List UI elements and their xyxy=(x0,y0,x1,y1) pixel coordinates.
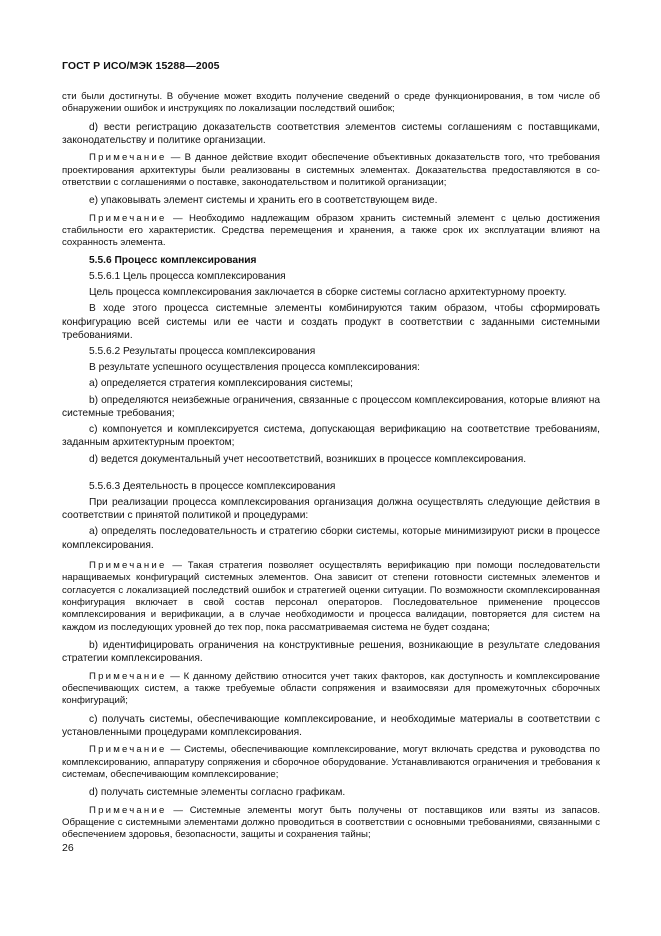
note-paragraph: Примечание — Системы, обеспечивающие комплексирование, могут включать средства и руководства по комплексированию, аппаратуру сопряжения и сборочное оборудование. Устанавливаются ограничения и требования к системам, обеспечивающим комплексирование; xyxy=(62,744,600,780)
section-heading: 5.5.6 Процесс комплексирования xyxy=(89,254,257,266)
body-paragraph: При реализации процесса комплексирования организация должна осуществлять следующие действия в соответствии с принятой политикой и процедурами: xyxy=(62,496,600,522)
note-paragraph: Примечание — Системные элементы могут быть получены от поставщиков или взяты из запасов. Обращение с системными элементами должно проводиться в соответствии с основными требованиями, связанными с обеспечением здоровья, безопасности, защиты и сохранения тайны; xyxy=(62,804,600,841)
subsection-heading: 5.5.6.2 Результаты процесса комплексирования xyxy=(89,346,316,358)
note-label: Примечание xyxy=(89,744,167,756)
note-paragraph: Примечание — К данному действию относится учет таких факторов, как доступность и комплексирование обеспечивающих систем, а также требуемые области сопряжения и взаимосвязи для промежуточных сборочных конфигураций; xyxy=(62,670,600,707)
body-paragraph: В результате успешного осуществления процесса комплексирования: xyxy=(89,362,420,374)
list-item-d-records: d) вести регистрацию доказательств соответствия элементов системы соглашениям с поставщиками, законодательству и политике организации. xyxy=(62,121,600,147)
document-header: ГОСТ Р ИСО/МЭК 15288—2005 xyxy=(62,60,220,72)
note-label: Примечание xyxy=(89,670,167,682)
list-item: d) ведется документальный учет несоответствий, возникших в процессе комплексирования. xyxy=(89,453,527,465)
document-body xyxy=(62,91,600,842)
body-paragraph: Цель процесса комплексирования заключается в сборке системы согласно архитектурному проекту. xyxy=(89,287,567,299)
list-item: d) получать системные элементы согласно графикам. xyxy=(89,787,346,799)
body-paragraph: В ходе этого процесса системные элементы комбинируются таким образом, чтобы сформировать конфигурацию всей системы или ее части и создать продукт в соответствии с заданными системными требованиями. xyxy=(62,303,600,341)
note-paragraph: Примечание — В данное действие входит обеспечение объективных доказательств того, что требования проектирования архитектуры были реализованы в системных элементах. Доказательства предоставляются в соответствии с соглашениями о поставке, законодательством и политикой организации; xyxy=(62,152,600,189)
list-item: b) определяются неизбежные ограничения, связанные с процессом комплексирования, которые влияют на системные требования; xyxy=(62,394,600,419)
note-label: Примечание xyxy=(89,212,167,224)
note-paragraph: Примечание — Необходимо надлежащим образом хранить системный элемент с целью достижения стабильности его характеристик. Средства перемещения и хранения, а также срок их эксплуатации влияют на сохранность элемента. xyxy=(62,212,600,249)
subsection-heading: 5.5.6.3 Деятельность в процессе комплексирования xyxy=(89,480,336,492)
list-item: b) идентифицировать ограничения на конструктивные решения, возникающие в результате следования стратегии комплексирования. xyxy=(62,640,600,665)
note-label: Примечание xyxy=(89,559,167,571)
note-label: Примечание xyxy=(89,152,167,164)
page-number: 26 xyxy=(62,842,74,854)
list-item-e-packaging: e) упаковывать элемент системы и хранить его в соответствующем виде. xyxy=(89,195,438,207)
list-item: a) определяется стратегия комплексирования системы; xyxy=(89,378,354,390)
subsection-heading: 5.5.6.1 Цель процесса комплексирования xyxy=(89,271,286,283)
note-label: Примечание xyxy=(89,804,167,816)
list-item: a) определять последовательность и стратегию сборки системы, которые минимизируют риски в процессе комплексирования. xyxy=(62,526,600,551)
list-item: c) компонуется и комплексируется система, допускающая верификацию на соответствие требованиям, заданным архитектурным проектом; xyxy=(62,424,600,449)
list-item: c) получать системы, обеспечивающие комплексирование, и необходимые материалы в соответствии с установленными процедурами комплексирования. xyxy=(62,713,600,738)
paragraph-continuation: сти были достигнуты. В обучение может входить получение сведений о среде функционирования, в том числе об обнаружении ошибок и инструкциях по локализации последствий ошибок; xyxy=(62,91,600,115)
note-paragraph: Примечание — Такая стратегия позволяет осуществлять верификацию при помощи последовательсти наращиваемых конфигураций системных элементов. Она зависит от степени готовности системных элементов и согласуется с локализацией последствий ошибок и стратегией оценки ситуации. По возможности скомплексированная конфигурация включает в свой состав персонал операторов. Последовательное применение процессов комплексирования и верификации, а в случае необходимости и процесса валидации, повторяется для систем на каждом из последующих уровней до тех пор, пока рассматриваемая система не будет создана; xyxy=(62,559,600,633)
